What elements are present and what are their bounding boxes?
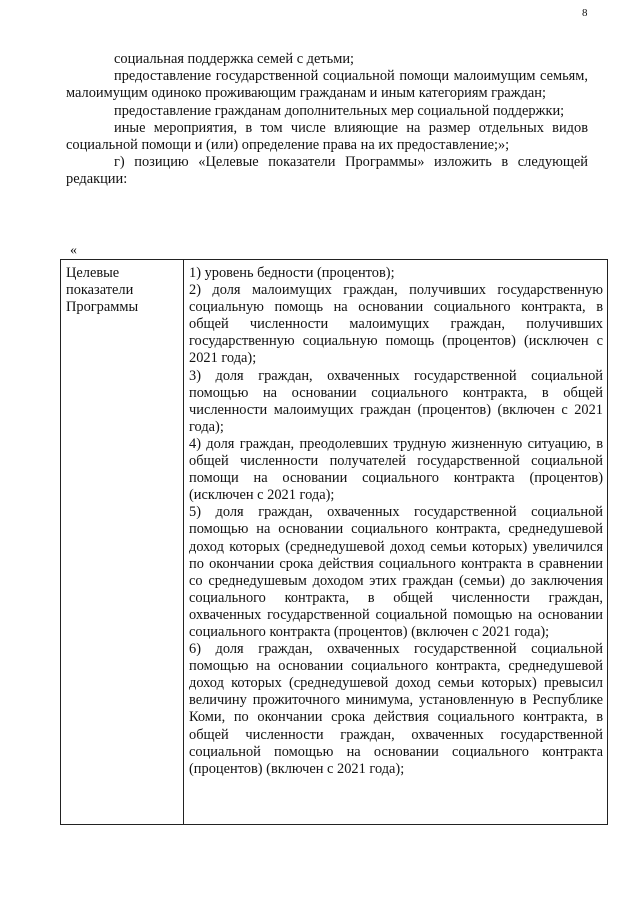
indicator-item: 1) уровень бедности (процентов); <box>189 265 395 281</box>
table-label-cell: Целевые показатели Программы <box>61 260 184 825</box>
indicator-item: 5) доля граждан, охваченных государственной социальной помощью на основании социального контракта, среднедушевой доход которых (среднедушевой доход семьи которых) увеличился по окончании срока действия социального контракта в сравнении со среднедушевым доходом этих граждан (семьи) до заключения социального контракта, в общей численности граждан, охваченных государственной социальной помощью на основании социального контракта (процентов) (включен с 2021 года); <box>189 504 603 640</box>
paragraph: предоставление гражданам дополнительных мер социальной поддержки; <box>114 102 565 119</box>
program-targets-table <box>60 259 608 825</box>
indicator-item: 2) доля малоимущих граждан, получивших государственную социальную помощь на основании социального контракта, в общей численности малоимущих граждан, получивших государственную социальную помощь (процентов) (исключен с 2021 года); <box>189 282 603 367</box>
page-number: 8 <box>582 7 588 19</box>
opening-quote-mark: « <box>70 243 77 258</box>
table-row <box>61 260 608 825</box>
paragraph: иные мероприятия, в том числе влияющие на размер отдельных видов социальной помощи и (или) определение права на их предоставление;»; <box>66 119 588 154</box>
paragraph: социальная поддержка семей с детьми; <box>114 51 355 67</box>
paragraph: предоставление государственной социальной помощи малоимущим семьям, малоимущим одиноко проживающим гражданам и иным категориям граждан; <box>66 68 588 102</box>
indicator-item: 3) доля граждан, охваченных государственной социальной помощью на основании социального контракта, в общей численности малоимущих граждан (процентов) (включен с 2021 года); <box>189 367 603 435</box>
table-content-cell <box>184 260 608 825</box>
document-body <box>66 51 588 189</box>
indicator-item: 6) доля граждан, охваченных государственной социальной помощью на основании социального контракта, среднедушевой доход которых (среднедушевой доход семьи которых) превысил величину прожиточного минимума, установленную в Республике Коми, по окончании срока действия социального контракта, в общей численности граждан, охваченных государственной социальной помощью на основании социального контракта (процентов) (включен с 2021 года); <box>189 641 603 777</box>
indicator-item: 4) доля граждан, преодолевших трудную жизненную ситуацию, в общей численности получателей государственной социальной помощи на основании социального контракта (процентов) (исключен с 2021 года); <box>189 435 603 504</box>
paragraph: г) позицию «Целевые показатели Программы» изложить в следующей редакции: <box>66 154 588 188</box>
